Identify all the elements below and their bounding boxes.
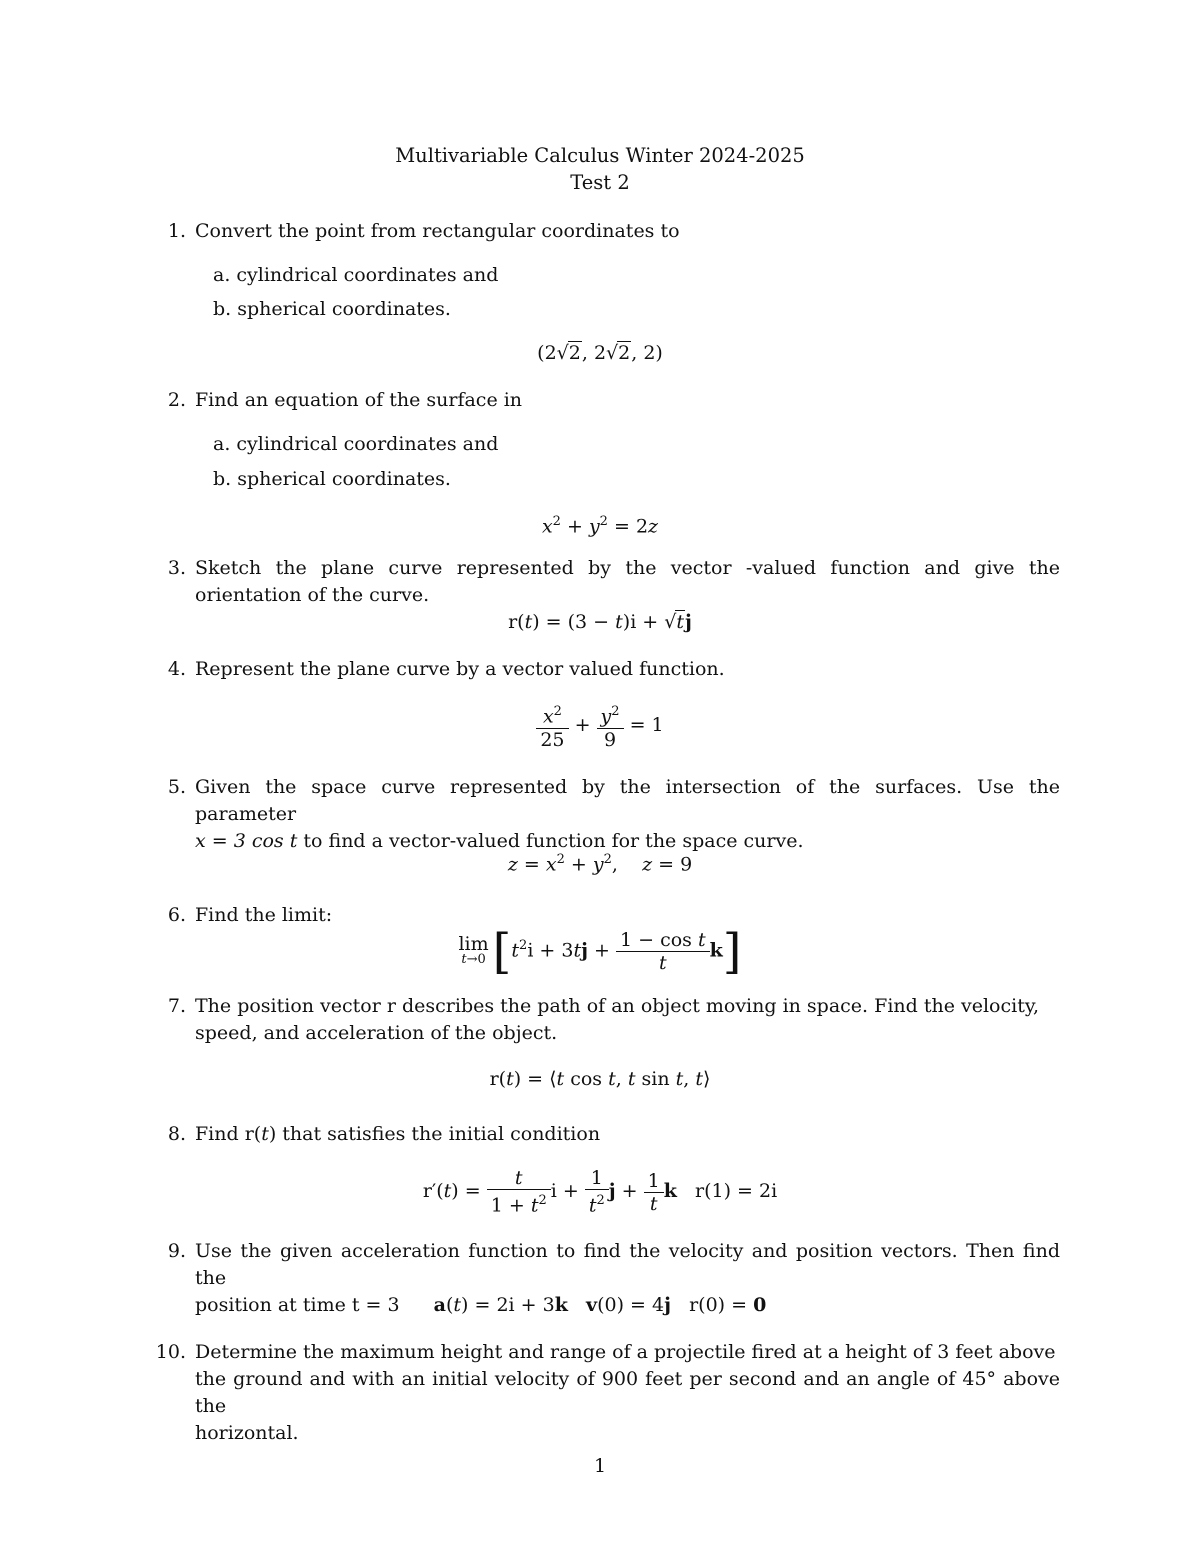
question-10-text-line3: horizontal. [195, 1422, 299, 1444]
question-7-text-line1: The position vector r describes the path of an object moving in space. Find the velocity, [195, 995, 1040, 1017]
question-2-part-b: b. spherical coordinates. [213, 468, 451, 490]
question-9-text-line2: position at time t = 3 [195, 1294, 400, 1316]
question-2-number: 2. [167, 389, 186, 411]
question-10-number: 10. [155, 1341, 186, 1363]
question-6-equation: lim t→0 [$t^2i + 3tj$ + $\frac{\text{1 − cos t}}{t}$ k] [458, 923, 742, 980]
question-10-text-line2: the ground and with an initial velocity of 900 feet per second and an angle of 45° above the [195, 1368, 1060, 1417]
question-7-number: 7. [167, 995, 186, 1017]
question-1-number: 1. [167, 220, 186, 242]
question-5-text-line2: to find a vector-valued function for the space curve. [303, 830, 804, 852]
question-2-text: Find an equation of the surface in [195, 389, 523, 411]
question-9-equation: a(t) = 2i + 3k v(0) = 4j r(0) = 0 [433, 1294, 767, 1316]
question-9-number: 9. [167, 1240, 186, 1262]
document-title: Multivariable Calculus Winter 2024-2025 [395, 144, 805, 167]
question-7-text-line2: speed, and acceleration of the object. [195, 1022, 558, 1044]
page-number: 1 [593, 1455, 607, 1477]
question-10-text [195, 1339, 1060, 1447]
question-7-text [195, 993, 1060, 1047]
question-5-number: 5. [167, 776, 186, 798]
question-5-parameter: x = 3 cos t [195, 830, 298, 852]
question-3-number: 3. [167, 557, 186, 579]
question-6-text: Find the limit: [195, 904, 333, 926]
question-8-text: Find r(t) that satisfies the initial condition [195, 1123, 601, 1145]
question-3-text: Sketch the plane curve represented by the vector -valued function and give the orientation of the curve. [195, 557, 1060, 606]
question-7-equation: r(t) = ⟨t cos t, t sin t, t⟩ [489, 1068, 711, 1090]
question-2-part-a: a. cylindrical coordinates and [213, 433, 499, 455]
question-5-text-line1: Given the space curve represented by the intersection of the surfaces. Use the parameter [195, 776, 1060, 825]
question-4-number: 4. [167, 658, 186, 680]
question-4-equation: $\frac{x^2}{25}$ + $\frac{y^2}{9}$ = 1 [0, 700, 1200, 751]
question-8-number: 8. [167, 1123, 186, 1145]
question-9-text-line1: Use the given acceleration function to find the velocity and position vectors. Then find the [195, 1240, 1060, 1289]
question-1-text: Convert the point from rectangular coordinates to [195, 220, 680, 242]
question-10-text-line1: Determine the maximum height and range of a projectile fired at a height of 3 feet above [195, 1341, 1056, 1363]
question-1-equation: (2√2, 2√2, 2) [537, 342, 663, 364]
question-1-part-b: b. spherical coordinates. [213, 298, 451, 320]
question-8-equation: r′(t) = $\frac{t}{1 + t^2}$ i + $\frac{1}{t^2}$ j + $\frac{1}{t}$ k r(1) = 2i [422, 1167, 778, 1217]
document-subtitle: Test 2 [570, 171, 630, 194]
question-2-equation: $x^2 + y^2 = 2z$ [541, 514, 659, 538]
question-6-number: 6. [167, 904, 186, 926]
question-4-text: Represent the plane curve by a vector valued function. [195, 658, 725, 680]
question-1-part-a: a. cylindrical coordinates and [213, 264, 499, 286]
question-3-equation: r(t) = (3 − t)i + √tj [508, 611, 692, 633]
question-5-text [195, 774, 1060, 855]
question-5-equation: $z = x^2 + y^2$, z = 9 [507, 852, 693, 876]
